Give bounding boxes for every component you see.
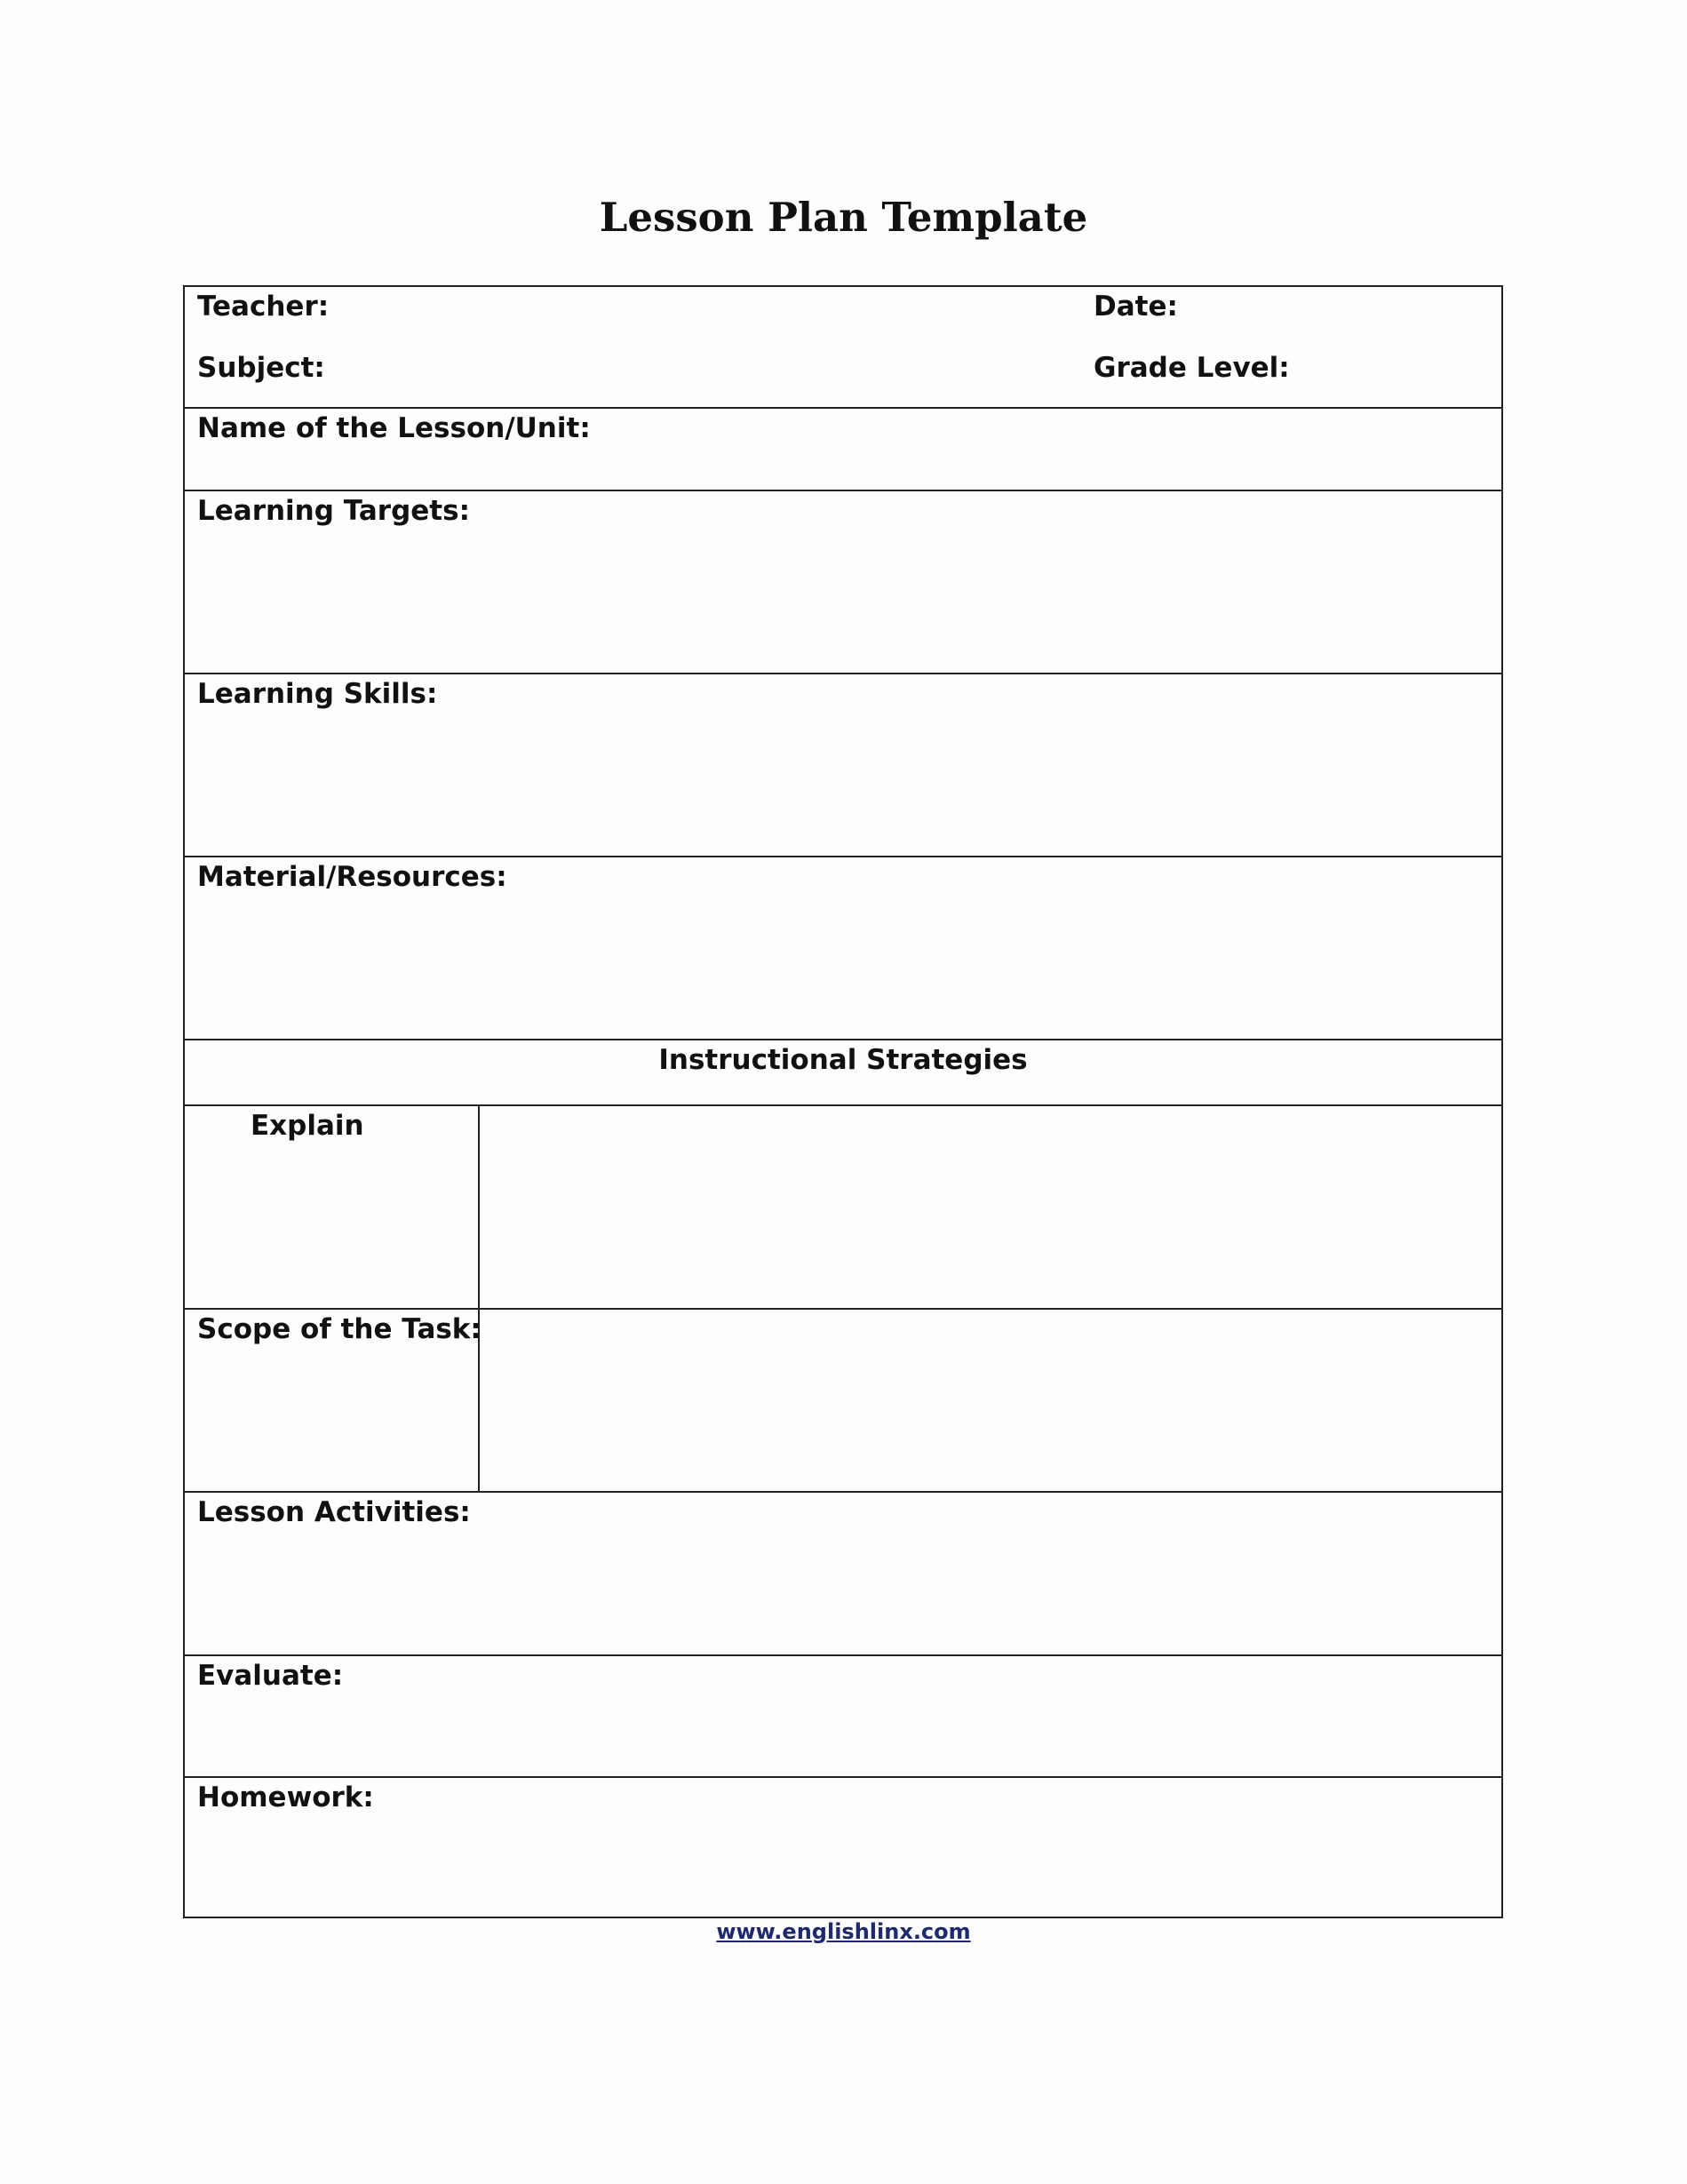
date-label: Date: — [1094, 291, 1178, 323]
website-link[interactable]: www.englishlinx.com — [716, 1919, 971, 1944]
date-field[interactable] — [1173, 287, 1501, 344]
scope-field[interactable] — [481, 1310, 1501, 1490]
instructional-strategies-heading: Instructional Strategies — [658, 1044, 1028, 1076]
evaluate-label: Evaluate: — [197, 1660, 344, 1692]
homework-label: Homework: — [197, 1781, 374, 1813]
explain-field[interactable] — [481, 1106, 1501, 1307]
teacher-label: Teacher: — [197, 291, 330, 323]
lesson-name-label: Name of the Lesson/Unit: — [197, 412, 591, 444]
lesson-activities-label: Lesson Activities: — [197, 1496, 471, 1528]
grade-level-label: Grade Level: — [1094, 352, 1290, 384]
evaluate-field[interactable] — [185, 1656, 1501, 1775]
materials-label: Material/Resources: — [197, 861, 507, 893]
scope-label: Scope of the Task: — [197, 1313, 481, 1345]
divider — [183, 1039, 1503, 1040]
column-divider — [478, 1104, 480, 1491]
homework-field[interactable] — [185, 1778, 1501, 1917]
teacher-field[interactable] — [329, 287, 1084, 344]
learning-targets-label: Learning Targets: — [197, 495, 470, 527]
subject-label: Subject: — [197, 352, 325, 384]
grade-level-field[interactable] — [1270, 347, 1501, 406]
subject-field[interactable] — [315, 347, 1084, 406]
page-title: Lesson Plan Template — [599, 194, 1088, 241]
learning-skills-label: Learning Skills: — [197, 678, 438, 710]
explain-label: Explain — [251, 1110, 364, 1142]
